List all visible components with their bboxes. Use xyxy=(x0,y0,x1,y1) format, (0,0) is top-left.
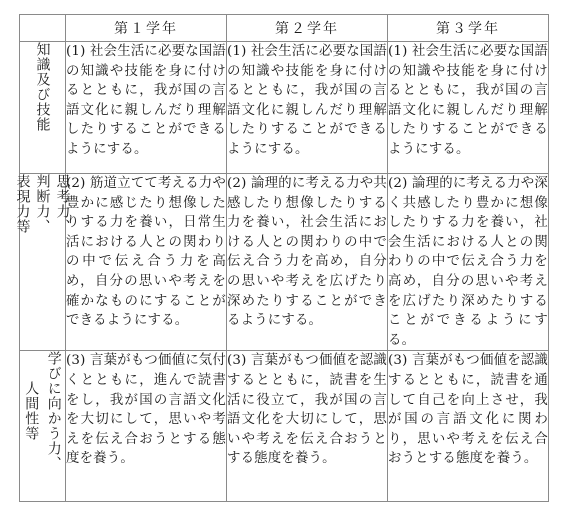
header-grade-3: 第３学年 xyxy=(388,15,549,42)
cell-text: (3) 言葉がもつ価値に気付くとともに，進んで読書をし，我が国の言語文化を大切にして，思いや考えを伝え合おうとする態度を養う。 xyxy=(66,353,226,467)
cell-grade-2-knowledge xyxy=(227,42,388,174)
cell-grade-1-knowledge xyxy=(66,42,227,174)
header-grade-1: 第１学年 xyxy=(66,15,227,42)
cell-text: (3) 言葉がもつ価値を認識するとともに，読書を生活に役立て，我が国の言語文化を大切にして，思いや考えを伝え合おうとする態度を養う。 xyxy=(227,353,387,467)
row-header-label-line-2: 判断力、 xyxy=(34,174,51,234)
row-header-label-line-2: 人間性等 xyxy=(23,381,40,442)
table-row-knowledge xyxy=(20,42,549,174)
curriculum-objectives-table xyxy=(14,14,549,502)
table-row-attitude xyxy=(20,351,549,502)
cell-grade-2-thinking xyxy=(227,174,388,351)
row-header-label-line-1: 学びに向かう力、 xyxy=(45,351,62,472)
cell-grade-1-thinking xyxy=(66,174,227,351)
table-row-thinking xyxy=(20,174,549,351)
row-header-label-line-1: 思考力、 xyxy=(54,174,71,234)
header-row xyxy=(20,15,549,42)
row-header-knowledge xyxy=(20,42,66,174)
cell-grade-2-attitude xyxy=(227,351,388,502)
cell-text: (3) 言葉がもつ価値を認識するとともに，読書を通して自己を向上させ，我が国の言語文化に関わり，思いや考えを伝え合おうとする態度を養う。 xyxy=(388,353,548,467)
cell-text: (2) 論理的に考える力や共感したり想像したりする力を養い，社会生活における人との関わりの中で伝え合う力を高め，自分の思いや考えを広げたり深めたりすることができるようにする。 xyxy=(227,176,387,329)
row-header-label-line-3: 表現力等 xyxy=(14,174,31,234)
cell-grade-3-attitude xyxy=(388,351,549,502)
cell-grade-3-knowledge xyxy=(388,42,549,174)
row-header-label: 知識及び技能 xyxy=(34,42,51,132)
cell-text: (1) 社会生活に必要な国語の知識や技能を身に付けるとともに，我が国の言語文化に親しんだり理解したりすることができるようにする。 xyxy=(66,44,226,157)
cell-grade-1-attitude xyxy=(66,351,227,502)
cell-grade-3-thinking xyxy=(388,174,549,351)
header-grade-2: 第２学年 xyxy=(227,15,388,42)
cell-text: (2) 論理的に考える力や深く共感したり豊かに想像したりする力を養い，社会生活における人との関わりの中で伝え合う力を高め，自分の思いや考えを広げたり深めたりすることができるようにする。 xyxy=(388,176,548,348)
row-header-attitude xyxy=(20,351,66,502)
cell-text: (2) 筋道立てて考える力や豊かに感じたり想像したりする力を養い，日常生活における人との関わりの中で伝え合う力を高め，自分の思いや考えを確かなものにすることができるようにする。 xyxy=(66,176,226,329)
corner-cell xyxy=(20,15,66,42)
row-header-thinking xyxy=(14,174,71,351)
cell-text: (1) 社会生活に必要な国語の知識や技能を身に付けるとともに，我が国の言語文化に親しんだり理解したりすることができるようにする。 xyxy=(388,44,548,157)
cell-text: (1) 社会生活に必要な国語の知識や技能を身に付けるとともに，我が国の言語文化に親しんだり理解したりすることができるようにする。 xyxy=(227,44,387,157)
